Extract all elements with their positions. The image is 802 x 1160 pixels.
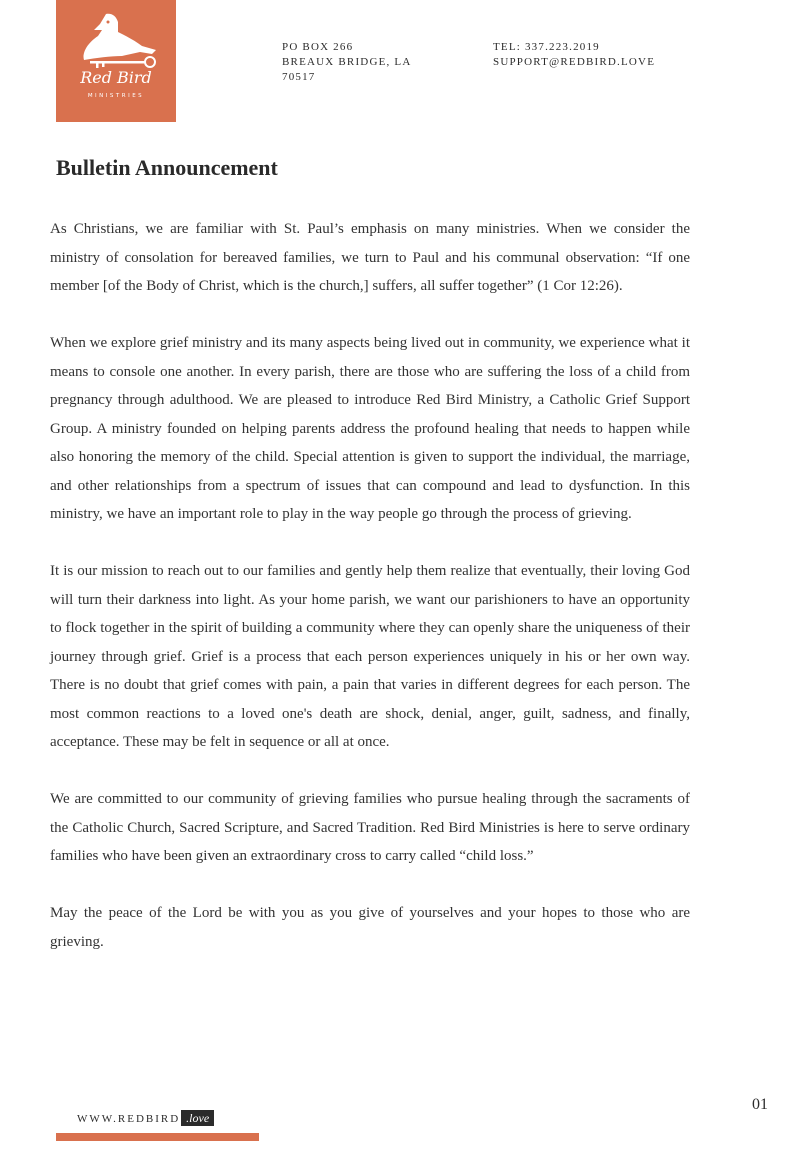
mailing-address: [282, 40, 411, 85]
contact-info: [493, 40, 655, 70]
logo-subtitle: MINISTRIES: [87, 93, 145, 99]
address-line: BREAUX BRIDGE, LA: [282, 56, 412, 68]
telephone: TEL: 337.223.2019: [493, 41, 600, 53]
email-link[interactable]: SUPPORT@REDBIRD.LOVE: [493, 56, 656, 68]
paragraph: As Christians, we are familiar with St. Paul’s emphasis on many ministries. When we consider the ministry of consolation for bereaved families, we turn to Paul and his communal observation: “If one member [of the Body of Christ, which is the church,] suffers, all suffer together” (1 Cor 12:26).: [50, 221, 690, 294]
cardinal-bird-on-key-icon: [56, 0, 176, 122]
page-number: 01: [752, 1096, 768, 1113]
paragraph: It is our mission to reach out to our families and gently help them realize that eventually, their loving God will turn their darkness into light. As your home parish, we want our parishioners to have an opportunity to flock together in the spirit of building a community where they can openly share the uniqueness of their journey through grief. Grief is a process that each person experiences uniquely in his or her own way. There is no doubt that grief comes with pain, a pain that varies in different degrees for each person. The most common reactions to a loved one's death are shock, denial, anger, guilt, sadness, and finally, acceptance. These may be felt in sequence or all at once.: [50, 563, 690, 750]
document-title: Bulletin Announcement: [56, 155, 278, 180]
website-domain: WWW.REDBIRD: [77, 1113, 181, 1125]
website-link[interactable]: [77, 1110, 214, 1126]
website-tld: .love: [181, 1110, 214, 1126]
address-line: 70517: [282, 71, 316, 83]
paragraph: When we explore grief ministry and its many aspects being lived out in community, we experience what it means to console one another. In every parish, there are those who are suffering the loss of a child from pregnancy through adulthood. We are pleased to introduce Red Bird Ministry, a Catholic Grief Support Group. A ministry founded on helping parents address the profound healing that needs to happen while also honoring the memory of the child. Special attention is given to support the individual, the marriage, and other relationships from a spectrum of issues that can compound and lead to dysfunction. In this ministry, we have an important role to play in the way people go through the process of grieving.: [50, 335, 690, 522]
document-body: [50, 215, 690, 985]
address-line: PO BOX 266: [282, 41, 354, 53]
brand-logo: [56, 0, 176, 122]
footer-accent-bar: [56, 1133, 259, 1141]
paragraph: We are committed to our community of grieving families who pursue healing through the sacraments of the Catholic Church, Sacred Scripture, and Sacred Tradition. Red Bird Ministries is here to serve ordinary families who have been given an extraordinary cross to carry called “child loss.”: [50, 791, 690, 864]
paragraph: May the peace of the Lord be with you as you give of yourselves and your hopes to those who are grieving.: [50, 905, 690, 950]
logo-script-text: Red Bird: [80, 68, 152, 87]
